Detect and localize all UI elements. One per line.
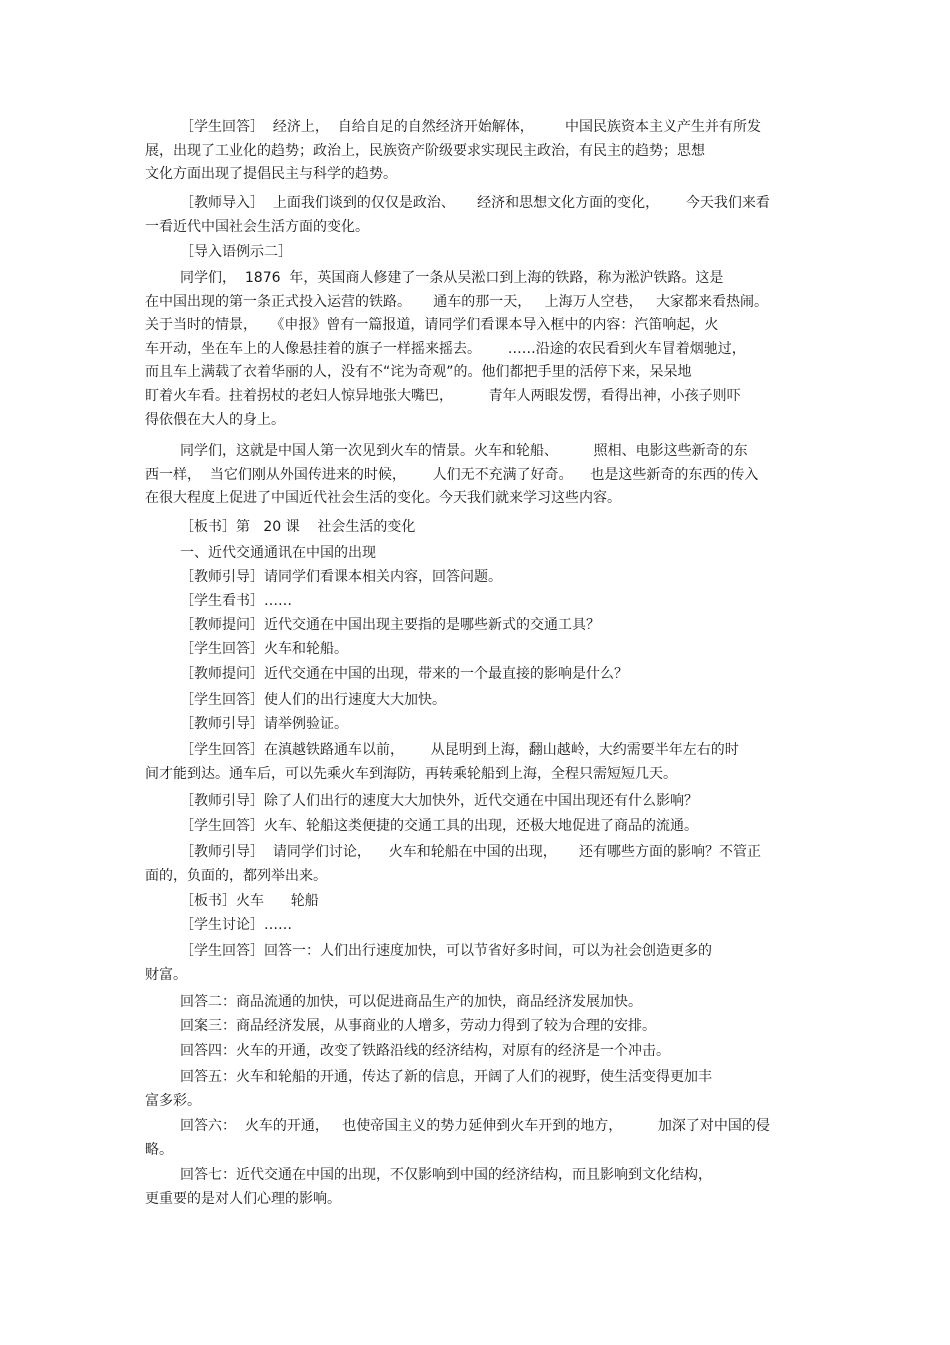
text-line: 在很大程度上促进了中国近代社会生活的变化。今天我们就来学习这些内容。	[145, 490, 621, 507]
text-line: ［教师引导］请同学们看课本相关内容，回答问题。	[180, 569, 502, 585]
text-line: ［学生回答］ 经济上， 自给自足的自然经济开始解体， 中国民族资本主义产生并有所发	[180, 119, 761, 135]
text-line: 关于当时的情景， 《申报》曾有一篇报道，请同学们看课本导入框中的内容：汽笛响起，火	[145, 317, 719, 334]
paragraph-dialogue	[145, 614, 805, 638]
text-line: ［教师提问］近代交通在中国的出现，带来的一个最直接的影响是什么？	[180, 666, 628, 682]
text-line: 同学们，这就是中国人第一次见到火车的情景。火车和轮船、 照相、电影这些新奇的东	[180, 443, 748, 459]
paragraph-dialogue	[145, 841, 805, 888]
paragraph-answer-seven	[145, 1164, 805, 1211]
paragraph-first-train	[145, 440, 805, 511]
paragraph-intro-example-heading	[145, 241, 805, 265]
text-line: 更重要的是对人们心理的影响。	[145, 1190, 341, 1207]
paragraph-answer-three	[145, 1015, 805, 1039]
text-line: 车开动，坐在车上的人像悬挂着的旗子一样摇来摇去。 ……沿途的农民看到火车冒着烟驰过，	[145, 340, 746, 357]
text-line: 略。	[145, 1141, 173, 1158]
text-line: ［学生回答］在滇越铁路通车以前， 从昆明到上海，翻山越岭，大约需要半年左右的时	[180, 742, 739, 758]
paragraph-dialogue	[145, 790, 805, 814]
paragraph-answer-six	[145, 1115, 805, 1162]
text-line: 同学们， 1876 年，英国商人修建了一条从吴淞口到上海的铁路，称为淞沪铁路。这是	[180, 270, 724, 286]
text-line: ［学生看书］……	[180, 593, 292, 609]
paragraph-dialogue	[145, 689, 805, 713]
text-line: 盯着火车看。拄着拐杖的老妇人惊异地张大嘴巴， 青年人两眼发愣，看得出神，小孩子则吓	[145, 387, 741, 404]
paragraph-dialogue	[145, 663, 805, 687]
text-line: 回答七：近代交通在中国的出现，不仅影响到中国的经济结构，而且影响到文化结构，	[180, 1167, 712, 1183]
text-line: ［教师引导］除了人们出行的速度大大加快外，近代交通在中国出现还有什么影响？	[180, 793, 698, 809]
paragraph-dialogue	[145, 739, 805, 786]
text-line: 在中国出现的第一条正式投入运营的铁路。 通车的那一天， 上海万人空巷， 大家都来看热闹。	[145, 293, 768, 310]
text-line: ［学生讨论］……	[180, 917, 292, 933]
text-line: ［教师导入］ 上面我们谈到的仅仅是政治、 经济和思想文化方面的变化， 今天我们来看	[180, 195, 770, 211]
paragraph-answer-two	[145, 991, 805, 1015]
paragraph-dialogue	[145, 713, 805, 737]
text-line: 展，出现了工业化的趋势；政治上，民族资产阶级要求实现民主政治，有民主的趋势；思想	[145, 142, 705, 159]
text-line: 一看近代中国社会生活方面的变化。	[145, 218, 369, 235]
paragraph-student-answer-economy	[145, 116, 805, 187]
text-line: ［教师提问］近代交通在中国出现主要指的是哪些新式的交通工具？	[180, 617, 600, 633]
paragraph-dialogue	[145, 638, 805, 662]
text-line: 面的，负面的，都列举出来。	[145, 867, 327, 884]
text-line: 富多彩。	[145, 1092, 201, 1109]
text-line: ［板书］第 20 课 社会生活的变化	[180, 519, 416, 535]
text-line: ［学生回答］使人们的出行速度大大加快。	[180, 692, 446, 708]
text-line: ［学生回答］火车和轮船。	[180, 641, 348, 657]
paragraph-dialogue	[145, 815, 805, 839]
text-line: 得依偎在大人的身上。	[145, 411, 285, 428]
paragraph-answer-four	[145, 1040, 805, 1064]
paragraph-board	[145, 890, 805, 914]
paragraph-dialogue	[145, 566, 805, 590]
paragraph-dialogue	[145, 590, 805, 614]
text-line: ［教师引导］请举例验证。	[180, 716, 348, 732]
text-line: 间才能到达。通车后，可以先乘火车到海防，再转乘轮船到上海，全程只需短短几天。	[145, 765, 677, 782]
text-line: 一、近代交通通讯在中国的出现	[180, 545, 376, 561]
text-line: 文化方面出现了提倡民主与科学的趋势。	[145, 166, 397, 183]
text-line: 回答五：火车和轮船的开通，传达了新的信息，开阔了人们的视野，使生活变得更加丰	[180, 1069, 712, 1085]
text-line: 回答六： 火车的开通， 也使帝国主义的势力延伸到火车开到的地方， 加深了对中国的侵	[180, 1118, 770, 1134]
text-line: ［学生回答］火车、轮船这类便捷的交通工具的出现，还极大地促进了商品的流通。	[180, 818, 698, 834]
text-line: 回答二：商品流通的加快，可以促进商品生产的加快，商品经济发展加快。	[180, 994, 642, 1010]
text-line: ［学生回答］回答一：人们出行速度加快，可以节省好多时间，可以为社会创造更多的	[180, 943, 712, 959]
text-line: 回答四：火车的开通，改变了铁路沿线的经济结构，对原有的经济是一个冲击。	[180, 1043, 670, 1059]
text-line: 西一样， 当它们刚从外国传进来的时候， 人们无不充满了好奇。 也是这些新奇的东西的传入	[145, 466, 759, 483]
text-line: ［导入语例示二］	[180, 244, 292, 260]
section-heading	[145, 542, 805, 566]
paragraph-wusong-railway	[145, 267, 805, 432]
text-line: ［板书］火车 轮船	[180, 893, 319, 909]
paragraph-teacher-intro	[145, 192, 805, 239]
text-line: 回案三：商品经济发展，从事商业的人增多，劳动力得到了较为合理的安排。	[180, 1018, 656, 1034]
paragraph-answer-five	[145, 1066, 805, 1113]
paragraph-answer-one	[145, 940, 805, 987]
text-line: 而且车上满载了衣着华丽的人，没有不“诧为奇观”的。他们都把手里的活停下来，呆呆地	[145, 364, 692, 381]
text-line: 财富。	[145, 966, 187, 983]
paragraph-board-lesson-title	[145, 516, 805, 540]
paragraph-dialogue	[145, 914, 805, 938]
text-line: ［教师引导］ 请同学们讨论， 火车和轮船在中国的出现， 还有哪些方面的影响？不管正	[180, 844, 761, 860]
